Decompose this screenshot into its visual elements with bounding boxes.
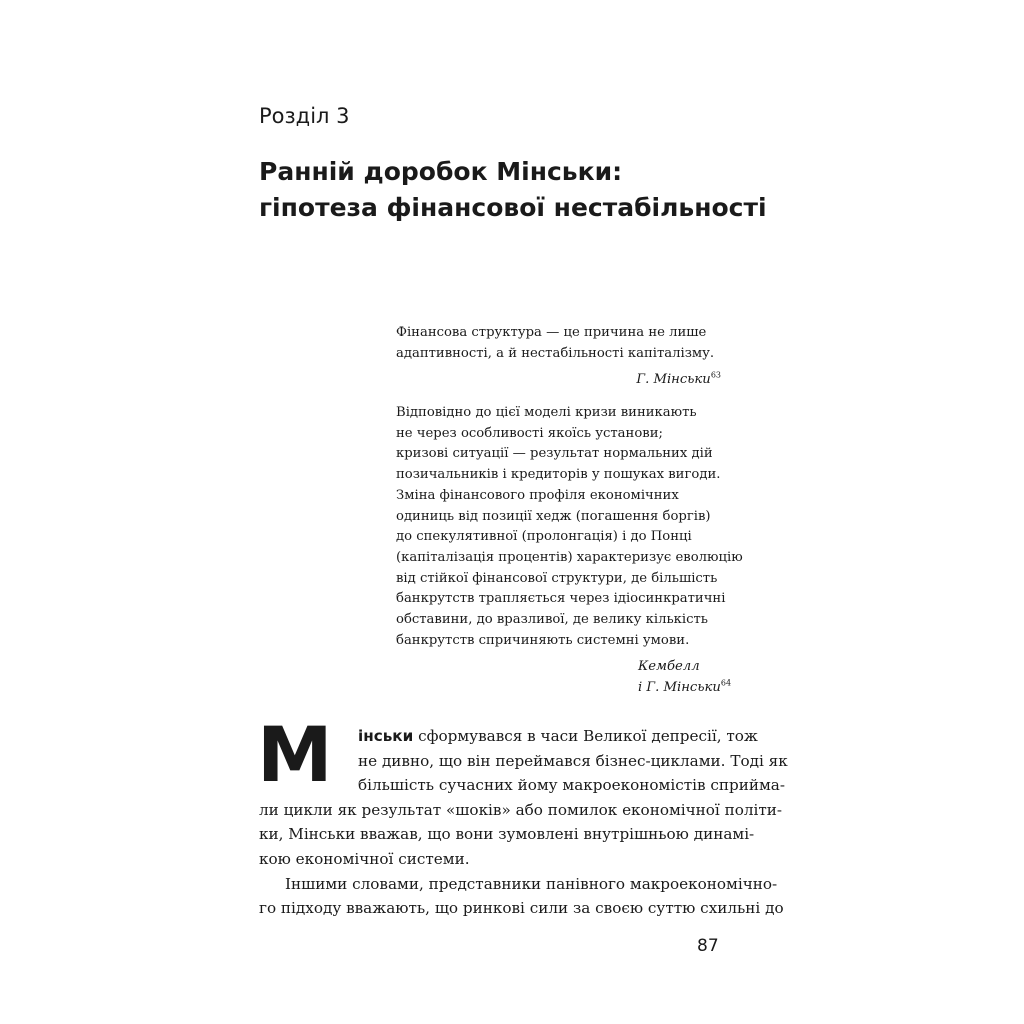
body-paragraph-1	[259, 724, 788, 921]
attribution-author: і Г. Мінськи	[638, 679, 721, 695]
chapter-title	[259, 154, 767, 226]
epigraph-line: Зміна фінансового профіля економічних	[396, 487, 679, 503]
epigraph-quote-1	[396, 323, 746, 364]
attribution-author: Кембелл	[638, 659, 700, 674]
epigraph-line: обставини, до вразливої, де велику кількість	[396, 612, 708, 628]
chapter-label: Розділ 3	[259, 104, 350, 128]
epigraph-line: Фінансова структура — це причина не лише	[396, 325, 707, 340]
epigraph-quote-2	[396, 403, 746, 651]
body-line: ли цикли як результат «шоків» або помилок економічної політи-	[259, 800, 783, 819]
body-line: Іншими словами, представники панівного макроекономічно-	[285, 874, 778, 893]
lead-word: інськи	[358, 727, 414, 745]
body-line: кою економічної системи.	[259, 849, 470, 868]
chapter-title-line: гіпотеза фінансової нестабільності	[259, 193, 767, 222]
epigraph-line: банкрутств трапляється через ідіосинкратичні	[396, 591, 726, 607]
body-line: більшість сучасних йому макроекономістів сприйма-	[358, 776, 785, 795]
drop-cap: М	[257, 710, 333, 799]
epigraph-line: кризові ситуації — результат нормальних дій	[396, 446, 713, 462]
body-line: не дивно, що він переймався бізнес-циклами. Тоді як	[358, 751, 788, 770]
footnote-ref-63: 63	[710, 370, 721, 380]
body-line: ки, Мінськи вважав, що вони зумовлені внутрішньою динамі-	[259, 825, 755, 844]
epigraph-line: банкрутств спричиняють системні умови.	[396, 632, 690, 648]
body-line: сформувався в часи Великої депресії, тож	[413, 727, 758, 745]
epigraph-line: одиниць від позиції хедж (погашення боргів)	[396, 508, 711, 524]
page-number: 87	[697, 936, 719, 956]
epigraph-line: позичальників і кредиторів у пошуках вигоди.	[396, 467, 721, 483]
attribution-author: Г. Мінськи	[636, 372, 711, 387]
body-line: го підходу вважають, що ринкові сили за своєю суттю схильні до	[259, 899, 784, 918]
epigraph-line: (капіталізація процентів) характеризує еволюцію	[396, 549, 743, 565]
epigraph-line: Відповідно до цієї моделі кризи виникають	[396, 405, 697, 420]
epigraph-line: від стійкої фінансової структури, де більшість	[396, 570, 718, 586]
epigraph-line: до спекулятивної (пролонгація) і до Понці	[396, 529, 692, 545]
epigraph-attribution-1	[600, 370, 721, 391]
chapter-title-line: Ранній доробок Мінськи:	[259, 157, 623, 186]
epigraph-line: не через особливості якоїсь установи;	[396, 425, 663, 441]
epigraph-line: адаптивності, а й нестабільності капіталізму.	[396, 345, 715, 361]
footnote-ref-64: 64	[720, 678, 732, 688]
epigraph-attribution-2	[638, 657, 758, 698]
